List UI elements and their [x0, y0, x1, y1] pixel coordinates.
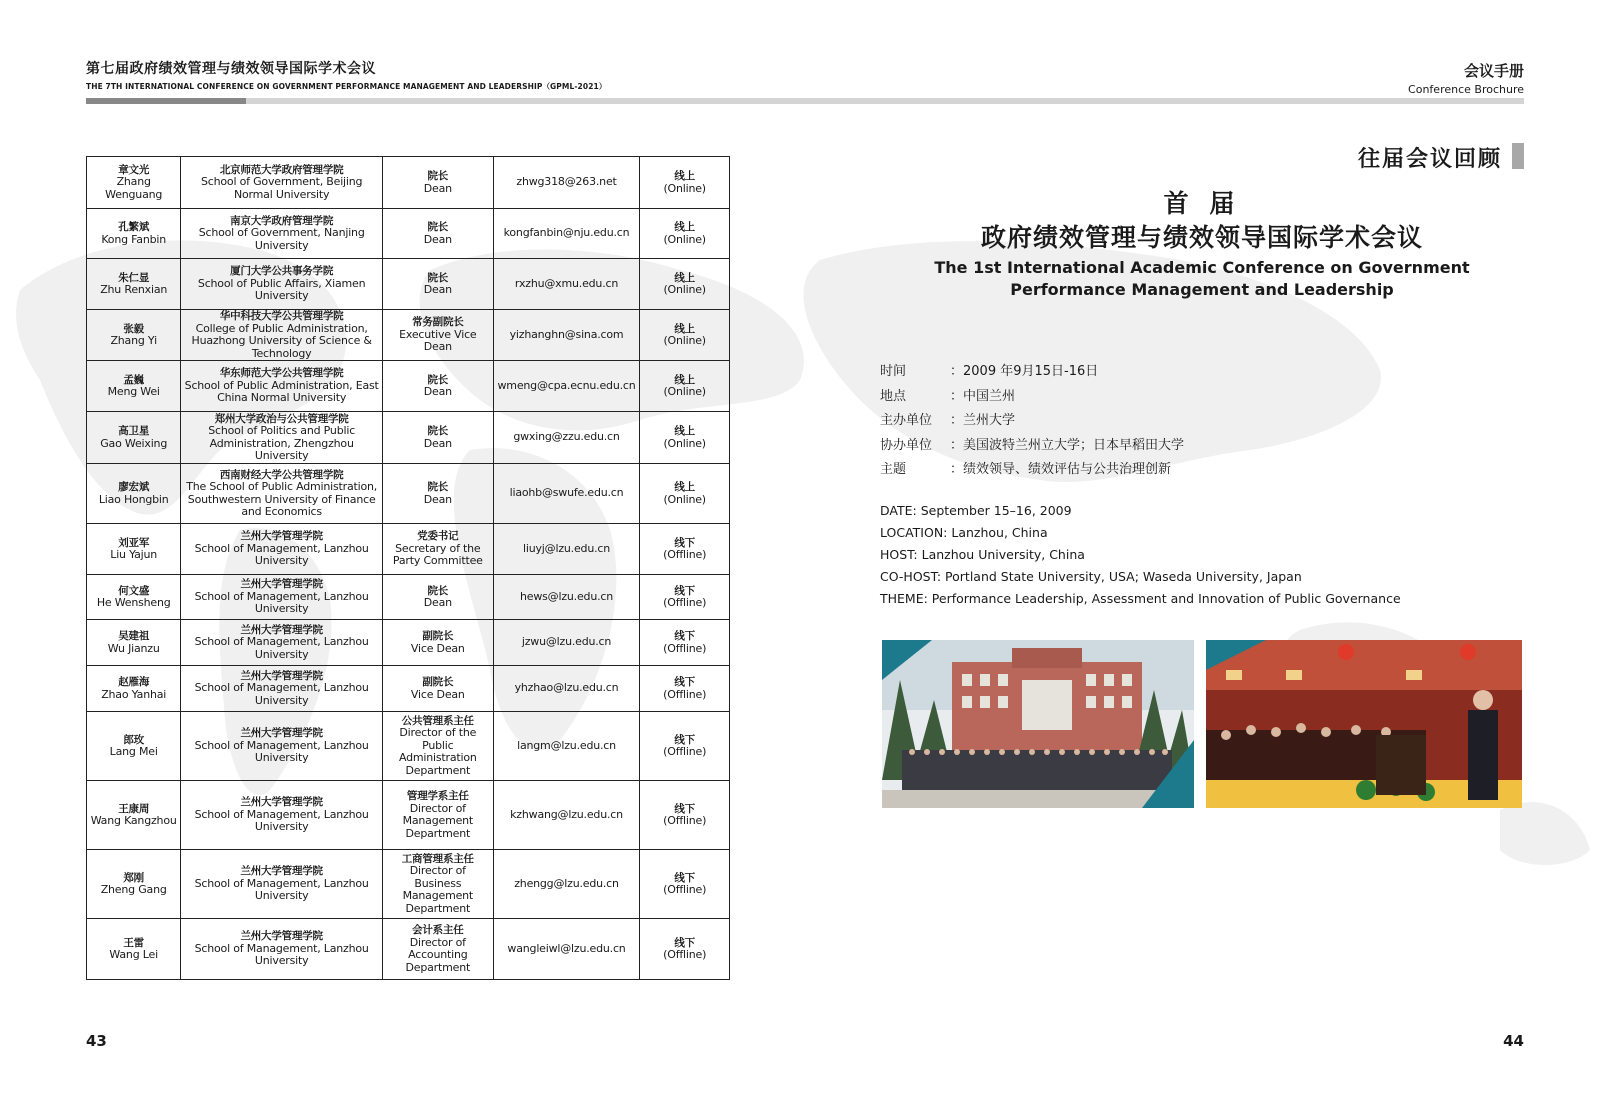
organization-cell: [181, 919, 383, 980]
name-name-cn: 王康周: [118, 802, 150, 815]
name-name-en: Zhang Yi: [110, 334, 157, 347]
organization-org-en: School of Public Affairs, Xiamen University: [197, 276, 366, 303]
position-cell: [382, 620, 493, 666]
position-title-cn: 副院长: [422, 630, 454, 642]
attendance-mode-mode-cn: 线下: [674, 630, 695, 642]
position-cell: [382, 157, 493, 209]
info-row: 时间 ： 2009 年9月15日-16日: [880, 360, 1184, 385]
table-row: [87, 850, 730, 919]
name-name-en: Zheng Gang: [100, 883, 167, 896]
position-title-en: Dean: [423, 232, 452, 246]
email-cell: [493, 310, 640, 361]
organization-org-cn: 兰州大学管理学院: [240, 796, 323, 809]
email-email: wangleiwl@lzu.edu.cn: [507, 941, 626, 955]
table-row: [87, 259, 730, 310]
organization-org-en: School of Management, Lanzhou University: [194, 876, 369, 903]
attendance-mode-mode-en: (Online): [663, 334, 706, 347]
name-name-cn: 刘亚军: [118, 536, 150, 549]
email-email: kongfanbin@nju.edu.cn: [503, 226, 630, 240]
email-cell: [493, 919, 640, 980]
organization-org-en: School of Management, Lanzhou University: [194, 738, 369, 765]
organization-cell: [181, 620, 383, 666]
info-label-text: 协办单位: [880, 437, 933, 453]
position-title-cn: 院长: [427, 221, 449, 233]
position-title-cn: 管理学系主任: [406, 790, 469, 802]
section-title: 往届会议回顾: [1357, 147, 1502, 172]
organization-org-cn: 厦门大学公共事务学院: [230, 265, 334, 278]
email-email: gwxing@zzu.edu.cn: [513, 430, 620, 444]
position-cell: [382, 575, 493, 620]
attendance-mode-cell: [640, 781, 730, 850]
info-label-text: 主题: [880, 462, 907, 477]
table-row: [87, 464, 730, 524]
table-row: [87, 919, 730, 980]
attendance-mode-mode-cn: 线上: [674, 481, 695, 493]
section-title-bar: [1512, 143, 1524, 169]
attendance-mode-cell: [640, 259, 730, 310]
position-cell: [382, 919, 493, 980]
organization-org-en: School of Management, Lanzhou University: [194, 589, 369, 616]
email-email: kzhwang@lzu.edu.cn: [510, 807, 623, 821]
info-row: 主题 ： 绩效领导、绩效评估与公共治理创新: [880, 458, 1184, 483]
position-title-cn: 会计系主任: [412, 924, 464, 936]
name-name-en: Gao Weixing: [100, 436, 168, 450]
name-cell: [87, 464, 181, 524]
position-title-en: Director of the Public Administration Department: [398, 726, 477, 777]
attendance-mode-cell: [640, 464, 730, 524]
position-cell: [382, 850, 493, 919]
table-row: [87, 620, 730, 666]
organization-org-cn: 兰州大学管理学院: [240, 865, 323, 878]
info-value: 兰州大学: [963, 413, 1016, 428]
email-email: liaohb@swufe.edu.cn: [509, 486, 624, 500]
name-name-cn: 王雷: [123, 936, 144, 949]
name-name-cn: 吴建祖: [118, 630, 150, 642]
organization-org-cn: 兰州大学管理学院: [240, 578, 323, 591]
organization-org-cn: 兰州大学管理学院: [240, 623, 323, 636]
email-email: jzwu@lzu.edu.cn: [521, 635, 612, 649]
organization-cell: [181, 157, 383, 209]
organization-org-en: School of Politics and Public Administration, Zhengzhou University: [208, 424, 356, 462]
name-name-cn: 朱仁显: [118, 271, 150, 284]
organization-cell: [181, 850, 383, 919]
info-en-row: LOCATION: Lanzhou, China: [880, 525, 1048, 540]
info-value: 美国波特兰州立大学；日本早稻田大学: [963, 437, 1185, 453]
brochure-label-cn: 会议手册: [1463, 62, 1524, 80]
organization-cell: [181, 259, 383, 310]
position-cell: [382, 781, 493, 850]
info-label-text: 主办单位: [880, 413, 933, 428]
position-cell: [382, 361, 493, 412]
organization-org-cn: 兰州大学管理学院: [240, 930, 323, 943]
attendance-mode-cell: [640, 575, 730, 620]
organization-cell: [181, 781, 383, 850]
position-title-cn: 工商管理系主任: [401, 852, 474, 865]
attendance-mode-mode-en: (Offline): [663, 883, 707, 896]
organization-org-en: School of Management, Lanzhou University: [194, 541, 369, 568]
name-cell: [87, 209, 181, 259]
brochure-header-right: [1408, 60, 1524, 96]
table-row: [87, 781, 730, 850]
attendance-mode-mode-en: (Online): [663, 436, 706, 450]
conference-name-cn: 第七届政府绩效管理与绩效领导国际学术会议: [86, 61, 376, 77]
position-cell: [382, 259, 493, 310]
organization-cell: [181, 575, 383, 620]
attendance-mode-mode-en: (Offline): [663, 548, 707, 561]
attendance-mode-cell: [640, 712, 730, 781]
email-email: yizhanghn@sina.com: [509, 327, 624, 341]
name-name-en: Wu Jianzu: [107, 641, 160, 655]
group-photo: [882, 640, 1194, 808]
table-row: [87, 712, 730, 781]
email-email: langm@lzu.edu.cn: [517, 738, 616, 752]
position-title-cn: 副院长: [422, 676, 454, 688]
table-row: [87, 361, 730, 412]
position-title-cn: 院长: [427, 481, 449, 493]
attendance-mode-cell: [640, 620, 730, 666]
organization-org-cn: 北京师范大学政府管理学院: [219, 163, 344, 176]
conference-name-en: THE 7TH INTERNATIONAL CONFERENCE ON GOVERNMENT PERFORMANCE MANAGEMENT AND LEADERSHIP（GPML-2021）: [86, 82, 607, 91]
email-cell: [493, 620, 640, 666]
organization-org-en: School of Public Administration, East China Normal University: [184, 378, 379, 405]
attendance-mode-cell: [640, 310, 730, 361]
organization-cell: [181, 464, 383, 524]
name-name-cn: 张毅: [123, 322, 144, 335]
position-title-cn: 常务副院长: [412, 316, 464, 329]
organization-org-en: School of Management, Lanzhou University: [194, 941, 369, 968]
email-cell: [493, 412, 640, 464]
name-name-en: Meng Wei: [107, 385, 160, 398]
attendance-mode-mode-cn: 线上: [674, 425, 695, 437]
info-label: [880, 434, 950, 459]
attendance-mode-mode-cn: 线下: [674, 871, 695, 884]
attendance-mode-cell: [640, 412, 730, 464]
position-cell: [382, 666, 493, 712]
attendance-mode-mode-cn: 线下: [674, 536, 695, 549]
organization-cell: [181, 209, 383, 259]
info-label: [880, 409, 950, 434]
organization-org-en: School of Government, Nanjing University: [198, 226, 365, 252]
info-en-row: CO-HOST: Portland State University, USA; Waseda University, Japan: [880, 569, 1302, 584]
name-name-cn: 孟巍: [123, 373, 144, 386]
attendance-mode-cell: [640, 850, 730, 919]
name-name-cn: 何文盛: [118, 584, 150, 597]
name-name-en: Zhao Yanhai: [101, 687, 167, 701]
conference-info-en: [880, 503, 1401, 613]
page-number-right: 44: [1503, 1032, 1524, 1050]
page-number-left: 43: [86, 1032, 107, 1050]
position-title-en: Director of Accounting Department: [405, 935, 471, 974]
table-row: [87, 157, 730, 209]
position-title-en: Dean: [423, 492, 452, 506]
email-cell: [493, 157, 640, 209]
attendance-mode-mode-cn: 线下: [674, 676, 695, 688]
attendance-mode-mode-en: (Online): [663, 492, 706, 506]
email-cell: [493, 712, 640, 781]
name-cell: [87, 157, 181, 209]
attendance-mode-mode-en: (Online): [663, 385, 706, 398]
name-name-cn: 郎玫: [123, 733, 144, 746]
organization-cell: [181, 412, 383, 464]
attendance-mode-cell: [640, 157, 730, 209]
email-email: zhengg@lzu.edu.cn: [514, 876, 619, 890]
info-value: 2009 年9月15日-16日: [963, 364, 1099, 379]
info-label: [880, 360, 950, 385]
name-name-en: Liao Hongbin: [98, 492, 169, 506]
position-title-en: Vice Dean: [410, 687, 465, 701]
name-name-cn: 章文光: [118, 163, 150, 176]
attendance-mode-mode-en: (Online): [663, 232, 706, 246]
attendance-mode-mode-en: (Offline): [663, 745, 707, 758]
conference-title-cn-2: 政府绩效管理与绩效领导国际学术会议: [980, 223, 1423, 252]
attendance-mode-mode-cn: 线下: [674, 584, 695, 597]
header-rule-accent: [86, 98, 246, 104]
attendance-mode-mode-cn: 线上: [674, 221, 695, 233]
name-cell: [87, 781, 181, 850]
attendance-mode-mode-cn: 线上: [674, 373, 695, 386]
name-name-en: Zhang Wenguang: [105, 175, 163, 201]
email-email: yhzhao@lzu.edu.cn: [514, 681, 619, 695]
info-label: [880, 458, 950, 483]
info-value: 绩效领导、绩效评估与公共治理创新: [963, 462, 1172, 477]
attendance-mode-mode-cn: 线下: [674, 936, 695, 949]
attendance-mode-mode-cn: 线上: [674, 170, 695, 182]
position-title-cn: 公共管理系主任: [401, 714, 474, 727]
organization-org-en: School of Management, Lanzhou University: [194, 807, 369, 834]
position-title-en: Dean: [423, 385, 452, 398]
info-label-text: 地点: [880, 388, 907, 404]
position-cell: [382, 209, 493, 259]
position-title-cn: 党委书记: [417, 530, 459, 543]
name-cell: [87, 666, 181, 712]
position-title-cn: 院长: [427, 373, 449, 386]
organization-cell: [181, 666, 383, 712]
name-name-en: Liu Yajun: [110, 548, 158, 561]
brochure-header-left: [86, 58, 606, 92]
email-cell: [493, 666, 640, 712]
attendance-mode-mode-cn: 线上: [674, 322, 695, 335]
name-name-en: Kong Fanbin: [101, 232, 167, 246]
organization-org-cn: 华中科技大学公共管理学院: [219, 310, 344, 322]
table-row: [87, 209, 730, 259]
name-name-cn: 高卫星: [118, 425, 150, 437]
organization-org-en: School of Management, Lanzhou University: [194, 635, 369, 661]
position-cell: [382, 310, 493, 361]
attendance-mode-cell: [640, 361, 730, 412]
attendance-mode-mode-en: (Offline): [663, 641, 707, 655]
header-rule: [86, 98, 1524, 104]
name-cell: [87, 524, 181, 575]
info-row: 主办单位 ： 兰州大学: [880, 409, 1184, 434]
position-title-en: Dean: [423, 181, 452, 195]
participants-table: [86, 156, 730, 980]
position-title-en: Dean: [423, 436, 452, 450]
position-title-en: Dean: [423, 283, 452, 296]
position-cell: [382, 464, 493, 524]
position-title-en: Vice Dean: [410, 641, 465, 655]
email-email: liuyj@lzu.edu.cn: [523, 541, 611, 555]
position-cell: [382, 712, 493, 781]
email-cell: [493, 361, 640, 412]
name-name-en: Wang Kangzhou: [90, 814, 177, 827]
attendance-mode-mode-cn: 线下: [674, 802, 695, 815]
email-cell: [493, 781, 640, 850]
email-email: zhwg318@263.net: [516, 175, 617, 189]
position-title-cn: 院长: [427, 170, 449, 182]
organization-org-cn: 南京大学政府管理学院: [230, 214, 334, 227]
organization-cell: [181, 524, 383, 575]
name-cell: [87, 412, 181, 464]
position-title-en: Director of Business Management Department: [402, 864, 474, 915]
position-cell: [382, 412, 493, 464]
email-cell: [493, 464, 640, 524]
organization-cell: [181, 310, 383, 361]
table-row: [87, 575, 730, 620]
name-name-en: Lang Mei: [109, 745, 158, 758]
organization-org-cn: 兰州大学管理学院: [240, 530, 323, 543]
email-cell: [493, 850, 640, 919]
organization-cell: [181, 712, 383, 781]
position-title-en: Director of Management Department: [402, 801, 474, 840]
name-name-en: He Wensheng: [96, 596, 171, 609]
position-title-cn: 院长: [427, 584, 449, 597]
position-title-cn: 院长: [427, 271, 449, 284]
brochure-label-en: Conference Brochure: [1408, 83, 1524, 96]
attendance-mode-mode-en: (Offline): [663, 814, 707, 827]
position-title-en: Dean: [423, 596, 452, 609]
attendance-mode-mode-cn: 线上: [674, 271, 695, 284]
name-name-cn: 郑刚: [123, 871, 144, 884]
info-en-row: DATE: September 15–16, 2009: [880, 503, 1072, 518]
info-row: 地点 ： 中国兰州: [880, 385, 1184, 410]
attendance-mode-mode-en: (Offline): [663, 948, 707, 961]
email-cell: [493, 259, 640, 310]
attendance-mode-mode-en: (Offline): [663, 687, 707, 701]
attendance-mode-cell: [640, 524, 730, 575]
table-row: [87, 310, 730, 361]
name-name-cn: 赵雁海: [118, 676, 150, 688]
name-cell: [87, 712, 181, 781]
position-title-en: Executive Vice Dean: [399, 327, 477, 354]
info-en-row: THEME: Performance Leadership, Assessment and Innovation of Public Governance: [880, 591, 1401, 606]
organization-org-cn: 兰州大学管理学院: [240, 727, 323, 740]
conference-info-cn: [880, 360, 1184, 483]
position-title-en: Secretary of the Party Committee: [392, 541, 483, 568]
attendance-mode-mode-en: (Online): [663, 181, 706, 195]
conference-title-en-1: The 1st International Academic Conference on Government: [934, 258, 1470, 277]
attendance-mode-mode-en: (Offline): [663, 596, 707, 609]
email-cell: [493, 524, 640, 575]
position-cell: [382, 524, 493, 575]
name-cell: [87, 259, 181, 310]
attendance-mode-mode-cn: 线下: [674, 733, 695, 746]
email-email: rxzhu@xmu.edu.cn: [514, 276, 619, 290]
organization-org-cn: 华东师范大学公共管理学院: [219, 367, 344, 380]
attendance-mode-cell: [640, 919, 730, 980]
attendance-mode-mode-en: (Online): [663, 283, 706, 296]
position-title-cn: 院长: [427, 425, 449, 437]
email-cell: [493, 209, 640, 259]
organization-org-en: School of Management, Lanzhou University: [194, 681, 369, 707]
organization-org-cn: 郑州大学政治与公共管理学院: [214, 412, 349, 425]
name-cell: [87, 310, 181, 361]
info-value: 中国兰州: [963, 388, 1016, 404]
info-label: [880, 385, 950, 410]
organization-org-en: School of Government, Beijing Normal University: [200, 175, 363, 201]
conference-title-en-2: Performance Management and Leadership: [1010, 280, 1394, 299]
organization-org-cn: 西南财经大学公共管理学院: [219, 468, 344, 481]
info-label-text: 时间: [880, 364, 907, 379]
info-row: 协办单位 ： 美国波特兰州立大学；日本早稻田大学: [880, 434, 1184, 459]
organization-org-en: The School of Public Administration, Southwestern University of Finance and Economics: [186, 480, 378, 518]
name-name-cn: 孔繁斌: [118, 221, 150, 233]
table-row: [87, 666, 730, 712]
organization-cell: [181, 361, 383, 412]
organization-org-en: College of Public Administration, Huazhong University of Science & Technology: [191, 321, 372, 360]
name-cell: [87, 919, 181, 980]
info-en-row: HOST: Lanzhou University, China: [880, 547, 1085, 562]
attendance-mode-cell: [640, 666, 730, 712]
name-cell: [87, 620, 181, 666]
email-email: hews@lzu.edu.cn: [520, 589, 614, 603]
name-cell: [87, 575, 181, 620]
conference-title-cn-1: 首 届: [1163, 189, 1241, 218]
name-name-cn: 廖宏斌: [118, 481, 150, 493]
name-name-en: Wang Lei: [109, 948, 158, 961]
name-cell: [87, 850, 181, 919]
table-row: [87, 524, 730, 575]
organization-org-cn: 兰州大学管理学院: [240, 669, 323, 682]
email-cell: [493, 575, 640, 620]
email-email: wmeng@cpa.ecnu.edu.cn: [497, 378, 636, 392]
name-name-en: Zhu Renxian: [100, 283, 168, 296]
conference-hall-photo: [1206, 640, 1522, 808]
attendance-mode-cell: [640, 209, 730, 259]
table-row: [87, 412, 730, 464]
name-cell: [87, 361, 181, 412]
